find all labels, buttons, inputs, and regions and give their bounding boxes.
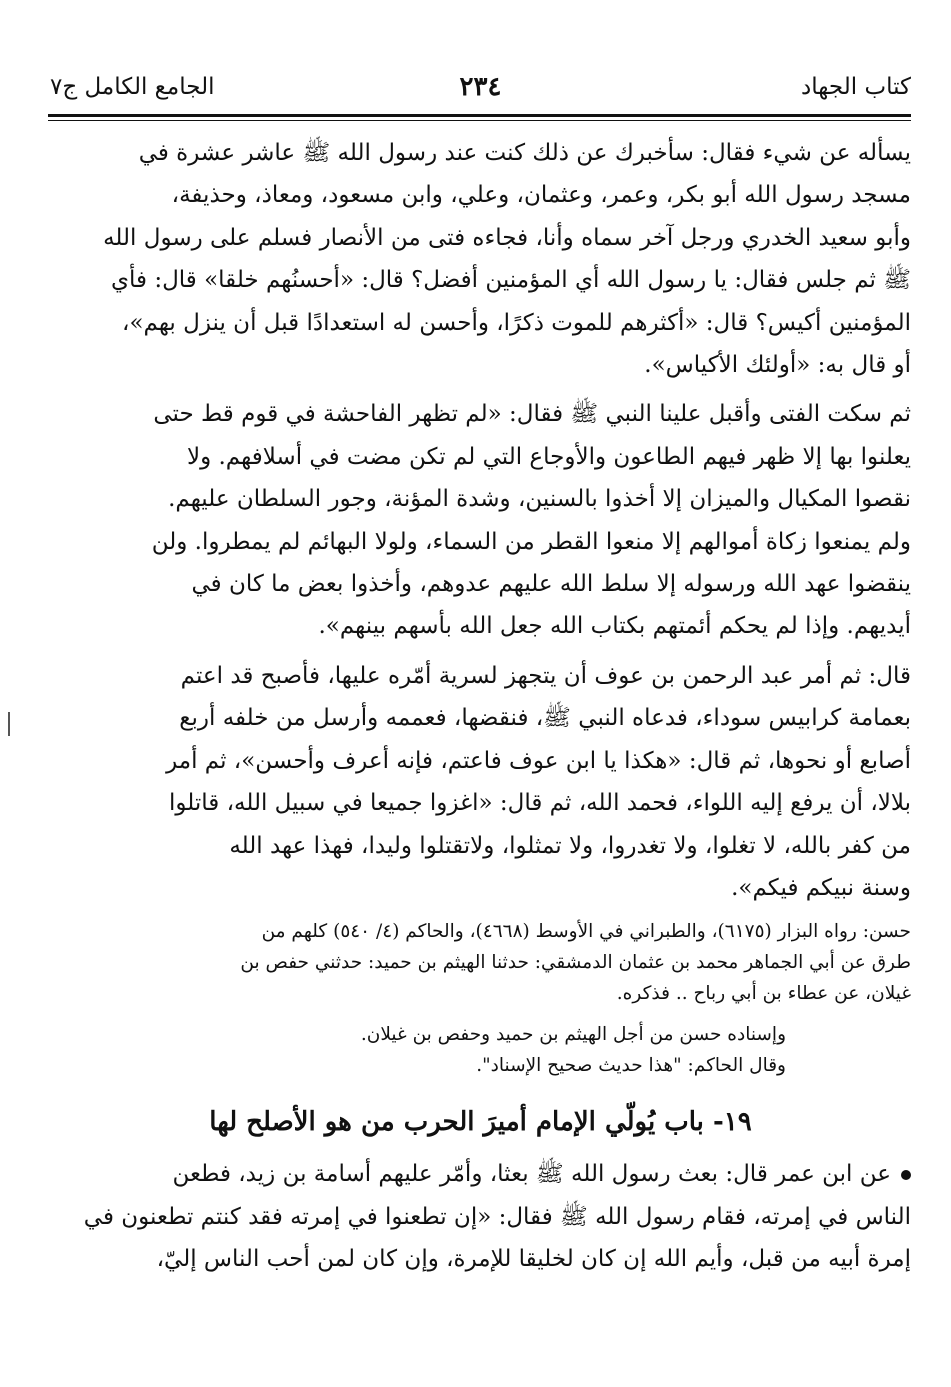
margin-mark: [8, 712, 10, 736]
text-line: أصابع أو نحوها، ثم قال: «هكذا يا ابن عوف فاعتم، فإنه أعرف وأحسن»، ثم أمر: [166, 747, 911, 774]
header-rule-thick: [48, 114, 911, 117]
takhrij-grading: [50, 1019, 911, 1081]
text-line: وسنة نبيكم فيكم».: [731, 874, 911, 901]
note-line: حسن: رواه البزار (٦١٧٥)، والطبراني في الأوسط (٤٦٦٨)، والحاكم (٤/ ٥٤٠) كلهم من: [261, 921, 911, 943]
hadith-paragraph-2: [50, 393, 911, 647]
text-line: بعمامة كرابيس سوداء، فدعاه النبي ﷺ، فنقضها، فعممه وأرسل من خلفه أربع: [179, 705, 911, 732]
bullet-icon: [901, 1170, 911, 1180]
note-line: وإسناده حسن من أجل الهيثم بن حميد وحفص بن غيلان.: [360, 1024, 786, 1046]
text-line: الناس في إمرته، فقام رسول الله ﷺ فقال: «إن تطعنوا في إمرته فقد كنتم تطعنون في: [83, 1203, 911, 1230]
page-number: ٢٣٤: [459, 72, 502, 102]
takhrij-note: [50, 916, 911, 1009]
hadith-paragraph-1: [50, 132, 911, 386]
text-line: [50, 1153, 911, 1195]
text-line: ولم يمنعوا زكاة أموالهم إلا منعوا القطر من السماء، ولولا البهائم لم يمطروا. ولن: [151, 528, 911, 555]
text-line: قال: ثم أمر عبد الرحمن بن عوف أن يتجهز لسرية أمّره عليها، فأصبح قد اعتم: [180, 662, 911, 689]
page-body: [50, 132, 911, 1288]
text-line: ينقضوا عهد الله ورسوله إلا سلط الله عليهم عدوهم، وأخذوا بعض ما كان في: [191, 571, 911, 598]
running-header: [50, 70, 911, 104]
header-rule-thin: [48, 120, 911, 121]
text-line: بلالا، أن يرفع إليه اللواء، فحمد الله، ثم قال: «اغزوا جميعا في سبيل الله، قاتلوا: [169, 790, 911, 817]
text-line: المؤمنين أكيس؟ قال: «أكثرهم للموت ذكرًا، وأحسن له استعدادًا قبل أن ينزل بهم»،: [122, 309, 911, 336]
text-line: أيديهم. وإذا لم يحكم أئمتهم بكتاب الله جعل الله بأسهم بينهم».: [318, 613, 911, 640]
note-line: وقال الحاكم: "هذا حديث صحيح الإسناد".: [476, 1055, 786, 1077]
note-line: طرق عن أبي الجماهر محمد بن عثمان الدمشقي: حدثنا الهيثم بن حميد: حدثني حفص بن: [240, 952, 911, 974]
text-line: ﷺ ثم جلس فقال: يا رسول الله أي المؤمنين أفضل؟ قال: «أحسنُهم خلقا» قال: فأي: [111, 267, 911, 294]
hadith-paragraph-3: [50, 655, 911, 909]
text-line: إمرة أبيه من قبل، وأيم الله إن كان لخليقا للإمرة، وإن كان لمن أحب الناس إليّ،: [156, 1246, 911, 1273]
text-line-content: عن ابن عمر قال: بعث رسول الله ﷺ بعثا، وأمّر عليهم أسامة بن زيد، فطعن: [172, 1161, 891, 1188]
text-line: نقصوا المكيال والميزان إلا أخذوا بالسنين، وشدة المؤنة، وجور السلطان عليهم.: [168, 486, 911, 513]
hadith-paragraph-final: [50, 1153, 911, 1280]
text-line: يعلنوا بها إلا ظهر فيهم الطاعون والأوجاع التي لم تكن مضت في أسلافهم. ولا: [186, 443, 911, 470]
text-line: يسأله عن شيء فقال: سأخبرك عن ذلك كنت عند رسول الله ﷺ عاشر عشرة في: [138, 140, 911, 166]
text-line: من كفر بالله، لا تغلوا، ولا تغدروا، ولا تمثلوا، ولاتقتلوا وليدا، فهذا عهد الله: [229, 832, 911, 859]
chapter-heading: ١٩- باب يُولّي الإمام أميرَ الحرب من هو الأصلح لها: [209, 1107, 752, 1138]
text-line: ثم سكت الفتى وأقبل علينا النبي ﷺ فقال: «لم تظهر الفاحشة في قوم قط حتى: [153, 401, 911, 428]
header-book-volume: الجامع الكامل ج٧: [50, 74, 215, 100]
text-line: وأبو سعيد الخدري ورجل آخر سماه وأنا، فجاءه فتى من الأنصار فسلم على رسول الله: [103, 224, 911, 251]
header-book-section: كتاب الجهاد: [801, 74, 911, 100]
text-line: مسجد رسول الله أبو بكر، وعمر، وعثمان، وعلي، وابن مسعود، ومعاذ، وحذيفة،: [171, 182, 911, 209]
note-line: غيلان، عن عطاء بن أبي رباح .. فذكره.: [616, 983, 911, 1005]
text-line: أو قال به: «أولئك الأكياس».: [644, 352, 911, 379]
